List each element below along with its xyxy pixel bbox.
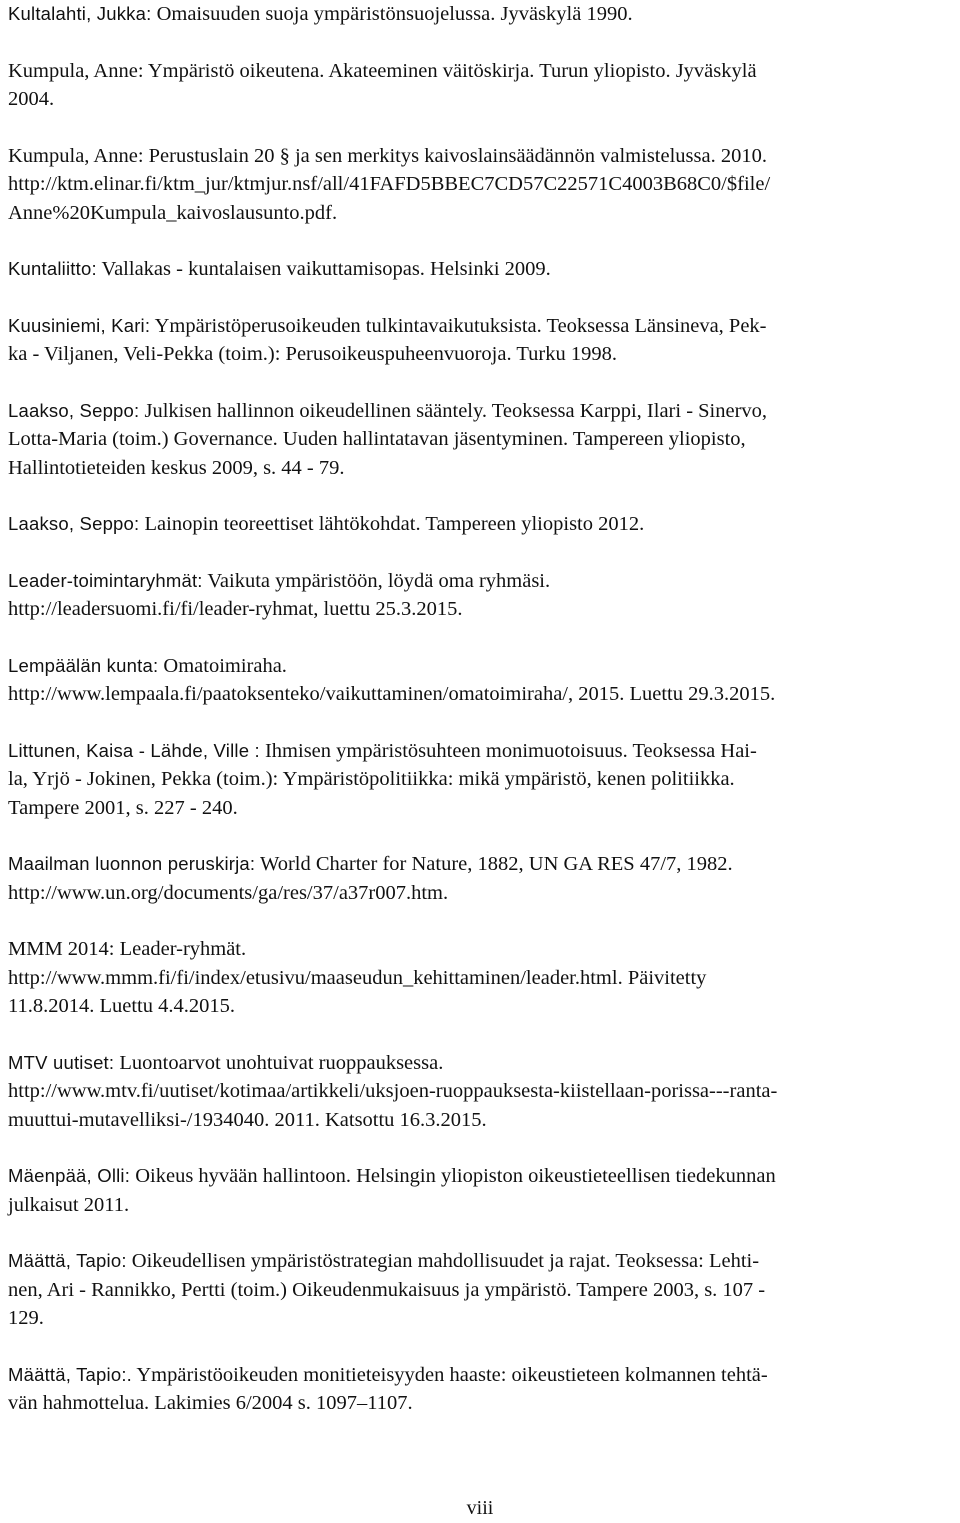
reference-entry bbox=[8, 737, 956, 823]
reference-text: Lotta-Maria (toim.) Governance. Uuden hallintatavan jäsentyminen. Tampereen yliopisto, bbox=[8, 428, 746, 450]
reference-line bbox=[8, 1304, 956, 1333]
reference-line bbox=[8, 992, 956, 1021]
reference-line bbox=[8, 1106, 956, 1135]
reference-text: Luontoarvot unohtuivat ruoppauksessa. bbox=[114, 1051, 444, 1074]
reference-author: Leader-toimintaryhmät: bbox=[8, 569, 203, 591]
reference-line bbox=[8, 170, 956, 199]
reference-line bbox=[8, 255, 956, 284]
reference-line bbox=[8, 652, 956, 681]
reference-line bbox=[8, 1276, 956, 1305]
reference-author: Lempäälän kunta: bbox=[8, 654, 159, 676]
reference-line bbox=[8, 397, 956, 426]
reference-text: ka - Viljanen, Veli-Pekka (toim.): Perusoikeuspuheenvuoroja. Turku 1998. bbox=[8, 343, 617, 365]
reference-line bbox=[8, 794, 956, 823]
reference-entry bbox=[8, 510, 956, 539]
reference-list bbox=[8, 0, 956, 1446]
reference-line bbox=[8, 935, 956, 964]
reference-text: 11.8.2014. Luettu 4.4.2015. bbox=[8, 995, 236, 1017]
reference-text: julkaisut 2011. bbox=[8, 1193, 130, 1216]
reference-line bbox=[8, 595, 956, 624]
reference-line bbox=[8, 1191, 956, 1220]
reference-text: Anne%20Kumpula_kaivoslausunto.pdf. bbox=[8, 201, 338, 224]
reference-text: 2004. bbox=[8, 88, 55, 110]
reference-author: Kuntaliitto: bbox=[8, 258, 97, 279]
reference-text: Oikeudellisen ympäristöstrategian mahdollisuudet ja rajat. Teoksessa: Lehti- bbox=[126, 1250, 760, 1272]
reference-text: http://www.mtv.fi/uutiset/kotimaa/artikkeli/uksjoen-ruoppauksesta-kiistellaan-porissa---ranta- bbox=[8, 1080, 778, 1102]
reference-line bbox=[8, 1389, 956, 1418]
reference-text: http://ktm.elinar.fi/ktm_jur/ktmjur.nsf/all/41FAFD5BBEC7CD57C22571C4003B68C0/$file/ bbox=[8, 173, 771, 195]
reference-line bbox=[8, 567, 956, 596]
reference-line bbox=[8, 312, 956, 341]
reference-line bbox=[8, 680, 956, 709]
reference-text: Vallakas - kuntalaisen vaikuttamisopas. Helsinki 2009. bbox=[96, 258, 551, 280]
reference-text: Lainopin teoreettiset lähtökohdat. Tampereen yliopisto 2012. bbox=[139, 513, 645, 535]
reference-text: http://www.mmm.fi/fi/index/etusivu/maaseudun_kehittaminen/leader.html. Päivitetty bbox=[8, 966, 707, 989]
reference-text: Hallintotieteiden keskus 2009, s. 44 - 79. bbox=[8, 456, 345, 479]
reference-author: Kultalahti, Jukka: bbox=[8, 3, 152, 24]
reference-author: Laakso, Seppo: bbox=[8, 513, 140, 534]
reference-author: MTV uutiset: bbox=[8, 1051, 115, 1073]
reference-author: Littunen, Kaisa - Lähde, Ville : bbox=[8, 739, 260, 761]
reference-line bbox=[8, 765, 956, 794]
reference-author: Mäenpää, Olli: bbox=[8, 1165, 131, 1186]
reference-line bbox=[8, 85, 956, 114]
reference-entry bbox=[8, 652, 956, 709]
reference-entry bbox=[8, 1247, 956, 1333]
reference-author: Määttä, Tapio:. bbox=[8, 1363, 133, 1385]
reference-text: Ympäristöperusoikeuden tulkintavaikutuksista. Teoksessa Länsineva, Pek- bbox=[150, 314, 767, 337]
reference-text: nen, Ari - Rannikko, Pertti (toim.) Oikeudenmukaisuus ja ympäristö. Tampere 2003, s. 107 - bbox=[8, 1278, 766, 1301]
reference-text: MMM 2014: Leader-ryhmät. bbox=[8, 938, 247, 960]
reference-entry bbox=[8, 397, 956, 483]
reference-entry bbox=[8, 935, 956, 1021]
reference-entry bbox=[8, 850, 956, 907]
reference-entry bbox=[8, 567, 956, 624]
reference-line bbox=[8, 1361, 956, 1390]
reference-text: Kumpula, Anne: Perustuslain 20 § ja sen merkitys kaivoslainsäädännön valmistelussa. 2010. bbox=[8, 144, 767, 167]
reference-entry bbox=[8, 142, 956, 228]
reference-entry bbox=[8, 1049, 956, 1135]
reference-text: Tampere 2001, s. 227 - 240. bbox=[8, 796, 238, 819]
reference-text: http://www.lempaala.fi/paatoksenteko/vaikuttaminen/omatoimiraha/, 2015. Luettu 29.3.2015. bbox=[8, 683, 776, 705]
reference-line bbox=[8, 1247, 956, 1276]
reference-line bbox=[8, 737, 956, 766]
reference-text: Julkisen hallinnon oikeudellinen sääntely. Teoksessa Karppi, Ilari - Sinervo, bbox=[139, 399, 768, 422]
reference-text: 129. bbox=[8, 1307, 44, 1329]
reference-entry bbox=[8, 312, 956, 369]
reference-text: Ympäristöoikeuden monitieteisyyden haaste: oikeustieteen kolmannen tehtä- bbox=[132, 1363, 768, 1386]
reference-text: Kumpula, Anne: Ympäristö oikeutena. Akateeminen väitöskirja. Turun yliopisto. Jyväskylä bbox=[8, 59, 757, 82]
reference-author: Kuusiniemi, Kari: bbox=[8, 314, 151, 336]
reference-line bbox=[8, 879, 956, 908]
reference-entry bbox=[8, 255, 956, 284]
reference-text: http://leadersuomi.fi/fi/leader-ryhmat, luettu 25.3.2015. bbox=[8, 598, 463, 620]
reference-line bbox=[8, 57, 956, 86]
reference-text: Omatoimiraha. bbox=[158, 654, 287, 677]
reference-text: Ihmisen ympäristösuhteen monimuotoisuus. Teoksessa Hai- bbox=[259, 739, 757, 762]
reference-entry bbox=[8, 1162, 956, 1219]
reference-line bbox=[8, 1049, 956, 1078]
reference-text: la, Yrjö - Jokinen, Pekka (toim.): Ympäristöpolitiikka: mikä ympäristö, kenen politiikka. bbox=[8, 768, 735, 790]
reference-text: Vaikuta ympäristöön, löydä oma ryhmäsi. bbox=[202, 569, 551, 592]
reference-line bbox=[8, 1077, 956, 1106]
reference-entry bbox=[8, 57, 956, 114]
reference-entry bbox=[8, 1361, 956, 1418]
reference-line bbox=[8, 454, 956, 483]
reference-author: Määttä, Tapio: bbox=[8, 1250, 127, 1271]
reference-text: vän hahmottelua. Lakimies 6/2004 s. 1097–1107. bbox=[8, 1392, 413, 1414]
reference-line bbox=[8, 850, 956, 879]
reference-author: Laakso, Seppo: bbox=[8, 399, 140, 421]
reference-entry bbox=[8, 0, 956, 29]
reference-text: World Charter for Nature, 1882, UN GA RES 47/7, 1982. bbox=[255, 853, 733, 875]
reference-text: Omaisuuden suoja ympäristönsuojelussa. Jyväskylä 1990. bbox=[151, 3, 633, 25]
reference-line bbox=[8, 0, 956, 29]
reference-line bbox=[8, 1162, 956, 1191]
reference-line bbox=[8, 142, 956, 171]
page-number: viii bbox=[466, 1497, 494, 1519]
reference-line bbox=[8, 425, 956, 454]
reference-text: http://www.un.org/documents/ga/res/37/a37r007.htm. bbox=[8, 881, 449, 904]
reference-author: Maailman luonnon peruskirja: bbox=[8, 853, 256, 874]
reference-line bbox=[8, 340, 956, 369]
reference-text: Oikeus hyvään hallintoon. Helsingin yliopiston oikeustieteellisen tiedekunnan bbox=[130, 1165, 776, 1187]
reference-line bbox=[8, 964, 956, 993]
reference-line bbox=[8, 199, 956, 228]
reference-line bbox=[8, 510, 956, 539]
reference-text: muuttui-mutavelliksi-/1934040. 2011. Katsottu 16.3.2015. bbox=[8, 1108, 487, 1131]
